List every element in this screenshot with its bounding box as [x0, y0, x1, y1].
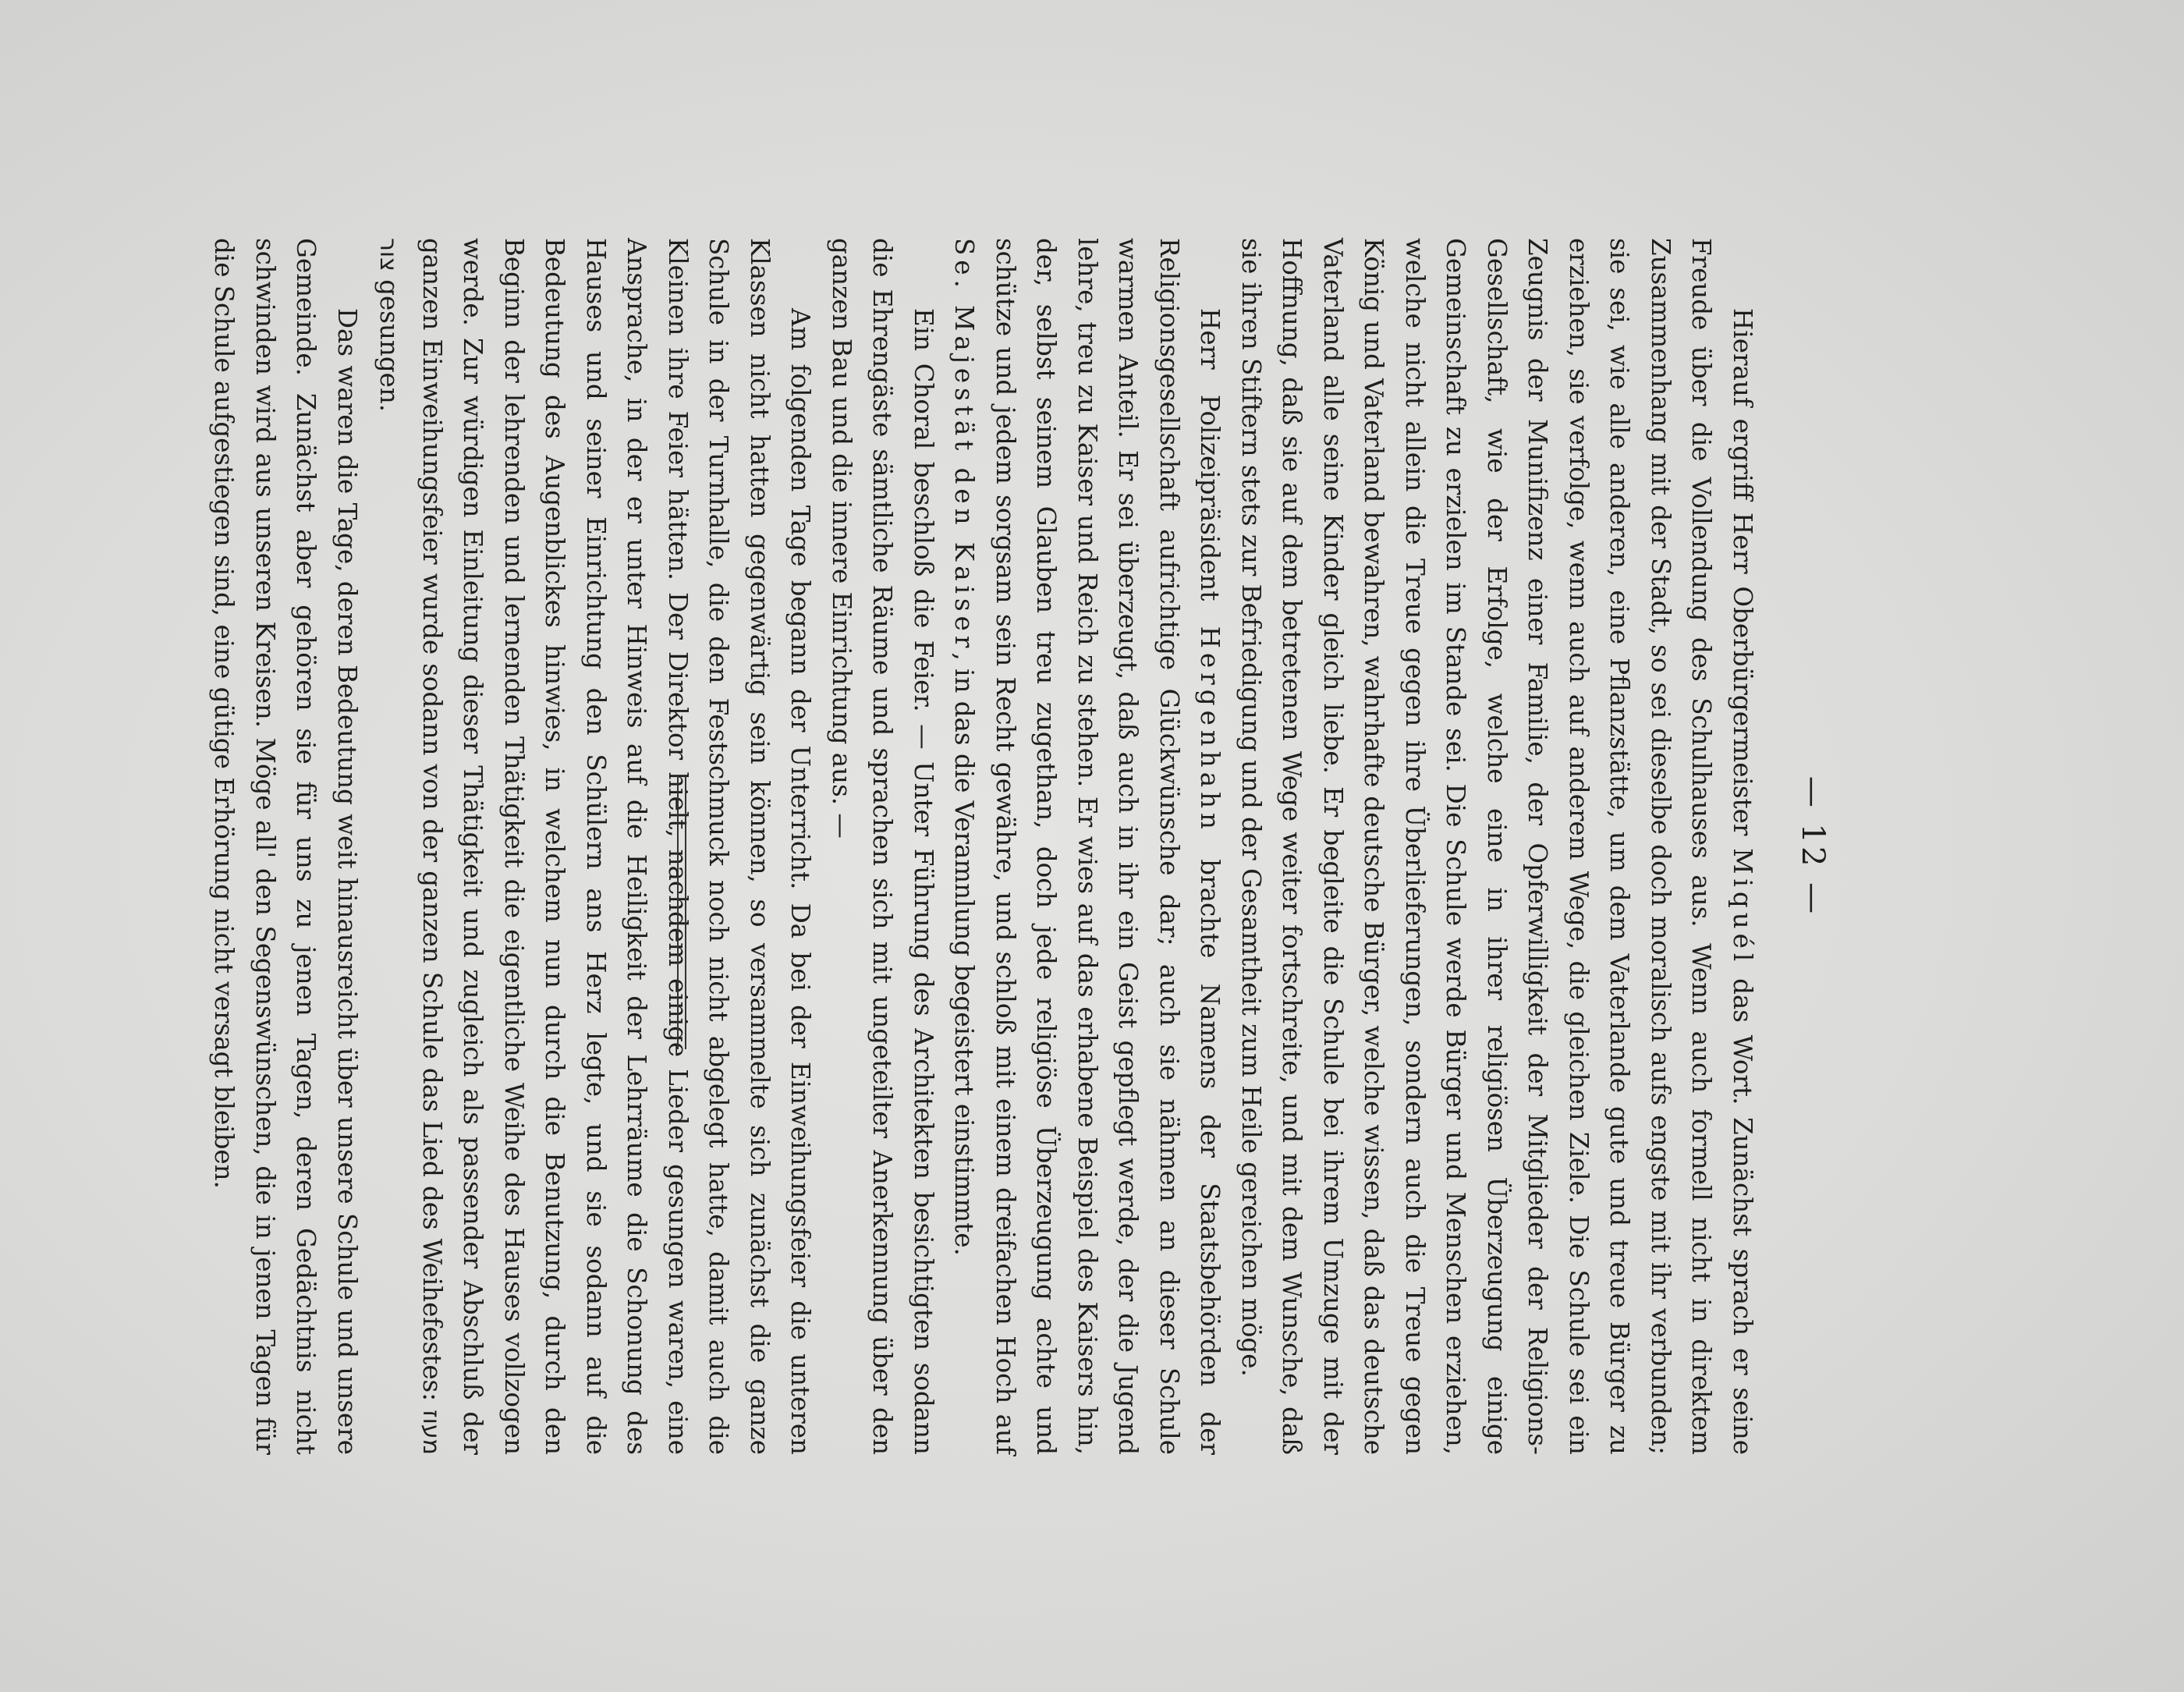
body-text [204, 238, 1763, 1455]
text-run: gesungen. [374, 271, 405, 413]
spaced-name: Hergenhahn [1195, 626, 1225, 834]
closing-double-rule-top [685, 776, 686, 1049]
rotated-book-page [209, 144, 1852, 1548]
text-run: Am folgenden Tage begann der Unterricht. Da bei der Einweihungsfeier die unteren Klassen nicht hatten gegenwärtig sein können, so versammelte sich zunächst die ganze Schule in der Turnhalle, die den Festschmuck noch nicht abgelegt hatte, damit auch die Kleinen ihre Feier hätten. Der Direktor hielt, nachdem einige Lieder gesungen waren, eine Ansprache, in der er unter Hinweis auf die Heiligkeit der Lehrräume die Schonung des Hauses und seiner Einrichtung den Schülern ans Herz legte, und sie sodann auf die Bedeutung des Augenblickes hinwies, in welchem nun durch die Benutzung, durch den Beginn der lehrenden und lernenden Thätigkeit die eigentliche Weihe des Hauses vollzogen werde. Zur würdigen Einleitung dieser Thätigkeit und zugleich als passender Abschluß der ganzen Einweihungsfeier wurde sodann von der ganzen Schule das Lied des Weihefestes: [417, 238, 816, 1455]
text-run: Das waren die Tage, deren Bedeutung weit hinausreicht über unsere Schule und unsere Gemeinde. Zunächst aber gehören sie für uns zu jenen Tagen, deren Gedächtnis nicht schwinden wird aus unseren Kreisen. Möge all' den Segenswünschen, die in jenen Tagen für die Schule aufgestiegen sind, eine gütige Erhörung nicht versagt bleiben. [209, 238, 362, 1455]
paragraph-choral-tour [821, 238, 945, 1455]
spaced-name: Miquél [1728, 848, 1757, 967]
paragraph-miquel-speech [1231, 238, 1764, 1455]
text-run: Herr Polizeipräsident [1195, 308, 1225, 626]
paragraph-first-lessons [367, 238, 821, 1455]
page-number: — 12 — [1795, 775, 1831, 917]
paragraph-closing [204, 238, 367, 1455]
text-run: Hierauf ergriff Herr Oberbürgermeister [1728, 308, 1757, 849]
text-run: Ein Choral beschloß die Feier. — Unter Führung des Architekten besichtigten sodann die Ehrengäste sämtliche Räume und sprachen sich mit ungeteilter Anerkennung über den ganzen Bau und die innere Einrichtung aus. — [827, 238, 938, 1455]
text-run: brachte Namens der Staatsbehörden der Religionsgesellschaft aufrichtige Glückwünsche dar; auch sie nähmen an dieser Schule warmen Anteil. Er sei überzeugt, daß auch in ihr ein Geist gepflegt werde, der die Jugend lehre, treu zu Kaiser und Reich zu stehen. Er wies auf das erhabene Beispiel des Kaisers hin, der, selbst seinem Glauben treu zugethan, doch jede religiöse Überzeugung achte und schütze und jedem sorgsam sein Recht gewähre, und schloß mit einem dreifachen Hoch auf [991, 238, 1225, 1455]
paragraph-hergenhahn-speech [944, 238, 1231, 1455]
hebrew-hymn-title: מעוז צור [374, 238, 445, 1455]
spaced-name: Se. Majestät den Kaiser [949, 238, 980, 653]
text-run: , in das die Veramnlung begeistert einstimmte. [949, 652, 980, 1256]
text-run: das Wort. Zunächst sprach er seine Freude über die Vollendung des Schulhauses aus. Wenn auch formell nicht in direktem Zusammenhang mit der Stadt, so sei dieselbe doch moralisch aufs engste mit ihr verbunden; sie sei, wie alle anderen, eine Pflanzstätte, um dem Vaterlande gute und treue Bürger zu erziehen, sie verfolge, wenn auch auf anderem Wege, die gleichen Ziele. Die Schule sei ein Zeugnis der Munifizenz einer Familie, der Opferwilligkeit der Mitglieder der Religions-Gesellschaft, wie der Erfolge, welche eine in ihrer religiösen Überzeugung einige Gemeinschaft zu erzielen im Stande sei. Die Schule werde Bürger und Menschen erziehen, welche nicht allein die Treue gegen ihre Überlieferungen, sondern auch die Treue gegen König und Vaterland bewahren, wahrhafte deutsche Bürger, welche wissen, daß das deutsche Vaterland alle seine Kinder gleich liebe. Er begleite die Schule bei ihrem Umzuge mit der Hoffnung, daß sie auf dem betretenen Wege weiter fortschreite, und mit dem Wunsche, daß sie ihren Stiftern stets zur Befriedigung und der Gesamtheit zum Heile gereichen möge. [1236, 238, 1757, 1455]
closing-double-rule-bottom [677, 776, 679, 1049]
